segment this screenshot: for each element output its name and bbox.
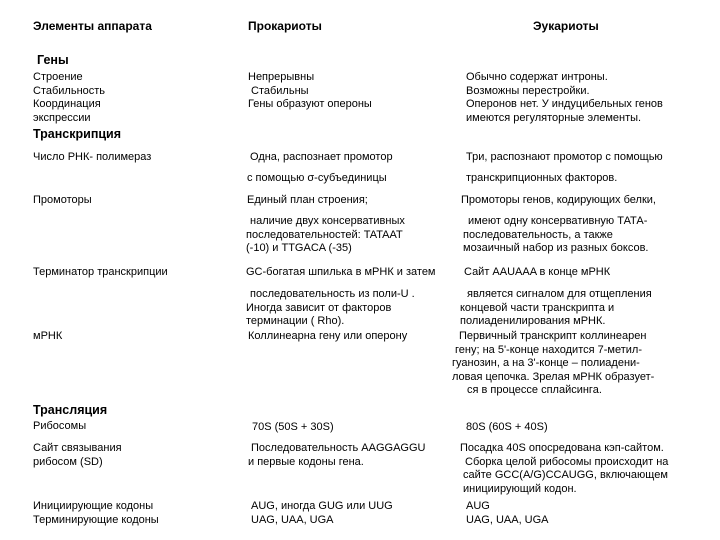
promoters-euk-2 [463, 215, 649, 256]
terminator-prok-line: терминации ( Rho). [246, 315, 345, 327]
binding-prok-line: Последовательность AAGGAGGU [251, 442, 426, 454]
codons-euk [466, 500, 549, 527]
mrna-euk-line: ся в процессе сплайсинга. [467, 384, 602, 396]
binding-label-line: рибосом (SD) [33, 455, 103, 468]
rna-pol-prok-2: с помощью σ-субъединицы [247, 172, 387, 184]
section-genes: Гены [37, 53, 69, 67]
label-mrna: мРНК [33, 330, 63, 342]
binding-euk-line: инициирующий кодон. [463, 482, 577, 495]
promoters-prok-2 [246, 215, 405, 256]
promoters-euk-line: последовательность, а также [463, 228, 613, 241]
section-transcription: Транскрипция [33, 127, 122, 141]
mrna-euk-line: Первичный транскрипт коллинеарен [459, 330, 647, 342]
binding-euk-line: сайте GCC(A/G)CCAUGG, включающем [463, 469, 668, 481]
terminator-euk-line: является сигналом для отщепления [467, 288, 652, 300]
codons-prok-line: UAG, UAA, UGA [251, 513, 334, 526]
genes-eukaryotes [466, 71, 663, 125]
genes-prok-line: Стабильны [251, 84, 309, 97]
terminator-euk-1: Сайт AAUAAA в конце мРНК [464, 266, 611, 278]
header-elements: Элементы аппарата [33, 19, 152, 33]
codons-prok-line: AUG, иногда GUG или UUG [251, 500, 393, 512]
promoters-euk-line: имеют одну консервативную ТАТА- [468, 215, 648, 227]
label-binding-site [33, 442, 122, 469]
codons-euk-line: UAG, UAA, UGA [466, 513, 549, 526]
mrna-prok: Коллинеарна гену или оперону [248, 330, 408, 342]
genes-euk-line: имеются регуляторные элементы. [466, 111, 642, 124]
ribosomes-prok: 70S (50S + 30S) [252, 421, 334, 433]
binding-euk [460, 442, 668, 496]
ribosomes-euk: 80S (60S + 40S) [466, 421, 548, 433]
promoters-prok-line: последовательностей: TATAAT [246, 228, 403, 241]
binding-euk-line: Посадка 40S опосредована кэп-сайтом. [460, 442, 664, 454]
codons-euk-line: AUG [466, 500, 490, 512]
promoters-prok-1: Единый план строения; [247, 194, 368, 206]
terminator-prok-line: Иногда зависит от факторов [246, 301, 392, 314]
terminator-euk-2 [460, 288, 652, 329]
header-prokaryotes: Прокариоты [248, 19, 322, 33]
rna-pol-euk-1: Три, распознают промотор с помощью [466, 151, 663, 163]
label-structure: Строение [33, 71, 83, 83]
genes-prok-line: Непрерывны [248, 71, 315, 83]
rna-pol-prok-1: Одна, распознает промотор [250, 151, 393, 163]
codons-label-line: Терминирующие кодоны [33, 513, 159, 526]
promoters-prok-line: наличие двух консервативных [250, 215, 405, 227]
genes-euk-line: Возможны перестройки. [466, 84, 590, 97]
promoters-euk-line: мозаичный набор из разных боксов. [463, 242, 649, 254]
rna-pol-euk-2: транскрипционных факторов. [466, 172, 618, 184]
terminator-prok-line: последовательность из поли-U . [250, 288, 415, 300]
binding-label-line: Сайт связывания [33, 442, 122, 454]
label-rna-polymerases: Число РНК- полимераз [33, 151, 152, 163]
label-coordination: Координация [33, 98, 101, 110]
promoters-euk-1: Промоторы генов, кодирующих белки, [461, 194, 656, 206]
promoters-prok-line: (-10) и TTGACA (-35) [246, 242, 352, 254]
label-codons [33, 500, 159, 527]
label-promoters: Промоторы [33, 194, 92, 206]
section-translation: Трансляция [33, 403, 108, 417]
mrna-euk-line: гуанозин, а на 3'-конце – полиадени- [452, 357, 640, 369]
genes-labels [33, 71, 105, 125]
binding-prok-line: и первые кодоны гена. [248, 455, 364, 468]
binding-prok [248, 442, 425, 469]
label-terminator: Терминатор транскрипции [33, 266, 168, 278]
binding-euk-line: Сборка целой рибосомы происходит на [465, 455, 669, 468]
genes-euk-line: Обычно содержат интроны. [466, 71, 608, 83]
header-eukaryotes: Эукариоты [533, 19, 599, 33]
codons-prok [251, 500, 393, 527]
mrna-euk [452, 330, 654, 398]
terminator-euk-line: концевой части транскрипта и [460, 301, 615, 314]
terminator-prok-1: GC-богатая шпилька в мРНК и затем [246, 266, 436, 278]
terminator-euk-line: полиаденилирования мРНК. [460, 315, 606, 327]
label-stability: Стабильность [33, 84, 106, 97]
genes-prokaryotes [248, 71, 372, 112]
genes-prok-line: Гены образуют опероны [248, 98, 372, 110]
terminator-prok-2 [246, 288, 415, 329]
codons-label-line: Инициирующие кодоны [33, 500, 154, 512]
mrna-euk-line: ловая цепочка. Зрелая мРНК образует- [452, 370, 655, 383]
label-ribosomes: Рибосомы [33, 420, 87, 432]
genes-euk-line: Оперонов нет. У индуцибельных генов [466, 98, 663, 110]
mrna-euk-line: гену; на 5'-конце находится 7-метил- [455, 343, 642, 356]
label-expression: экспрессии [33, 111, 91, 124]
